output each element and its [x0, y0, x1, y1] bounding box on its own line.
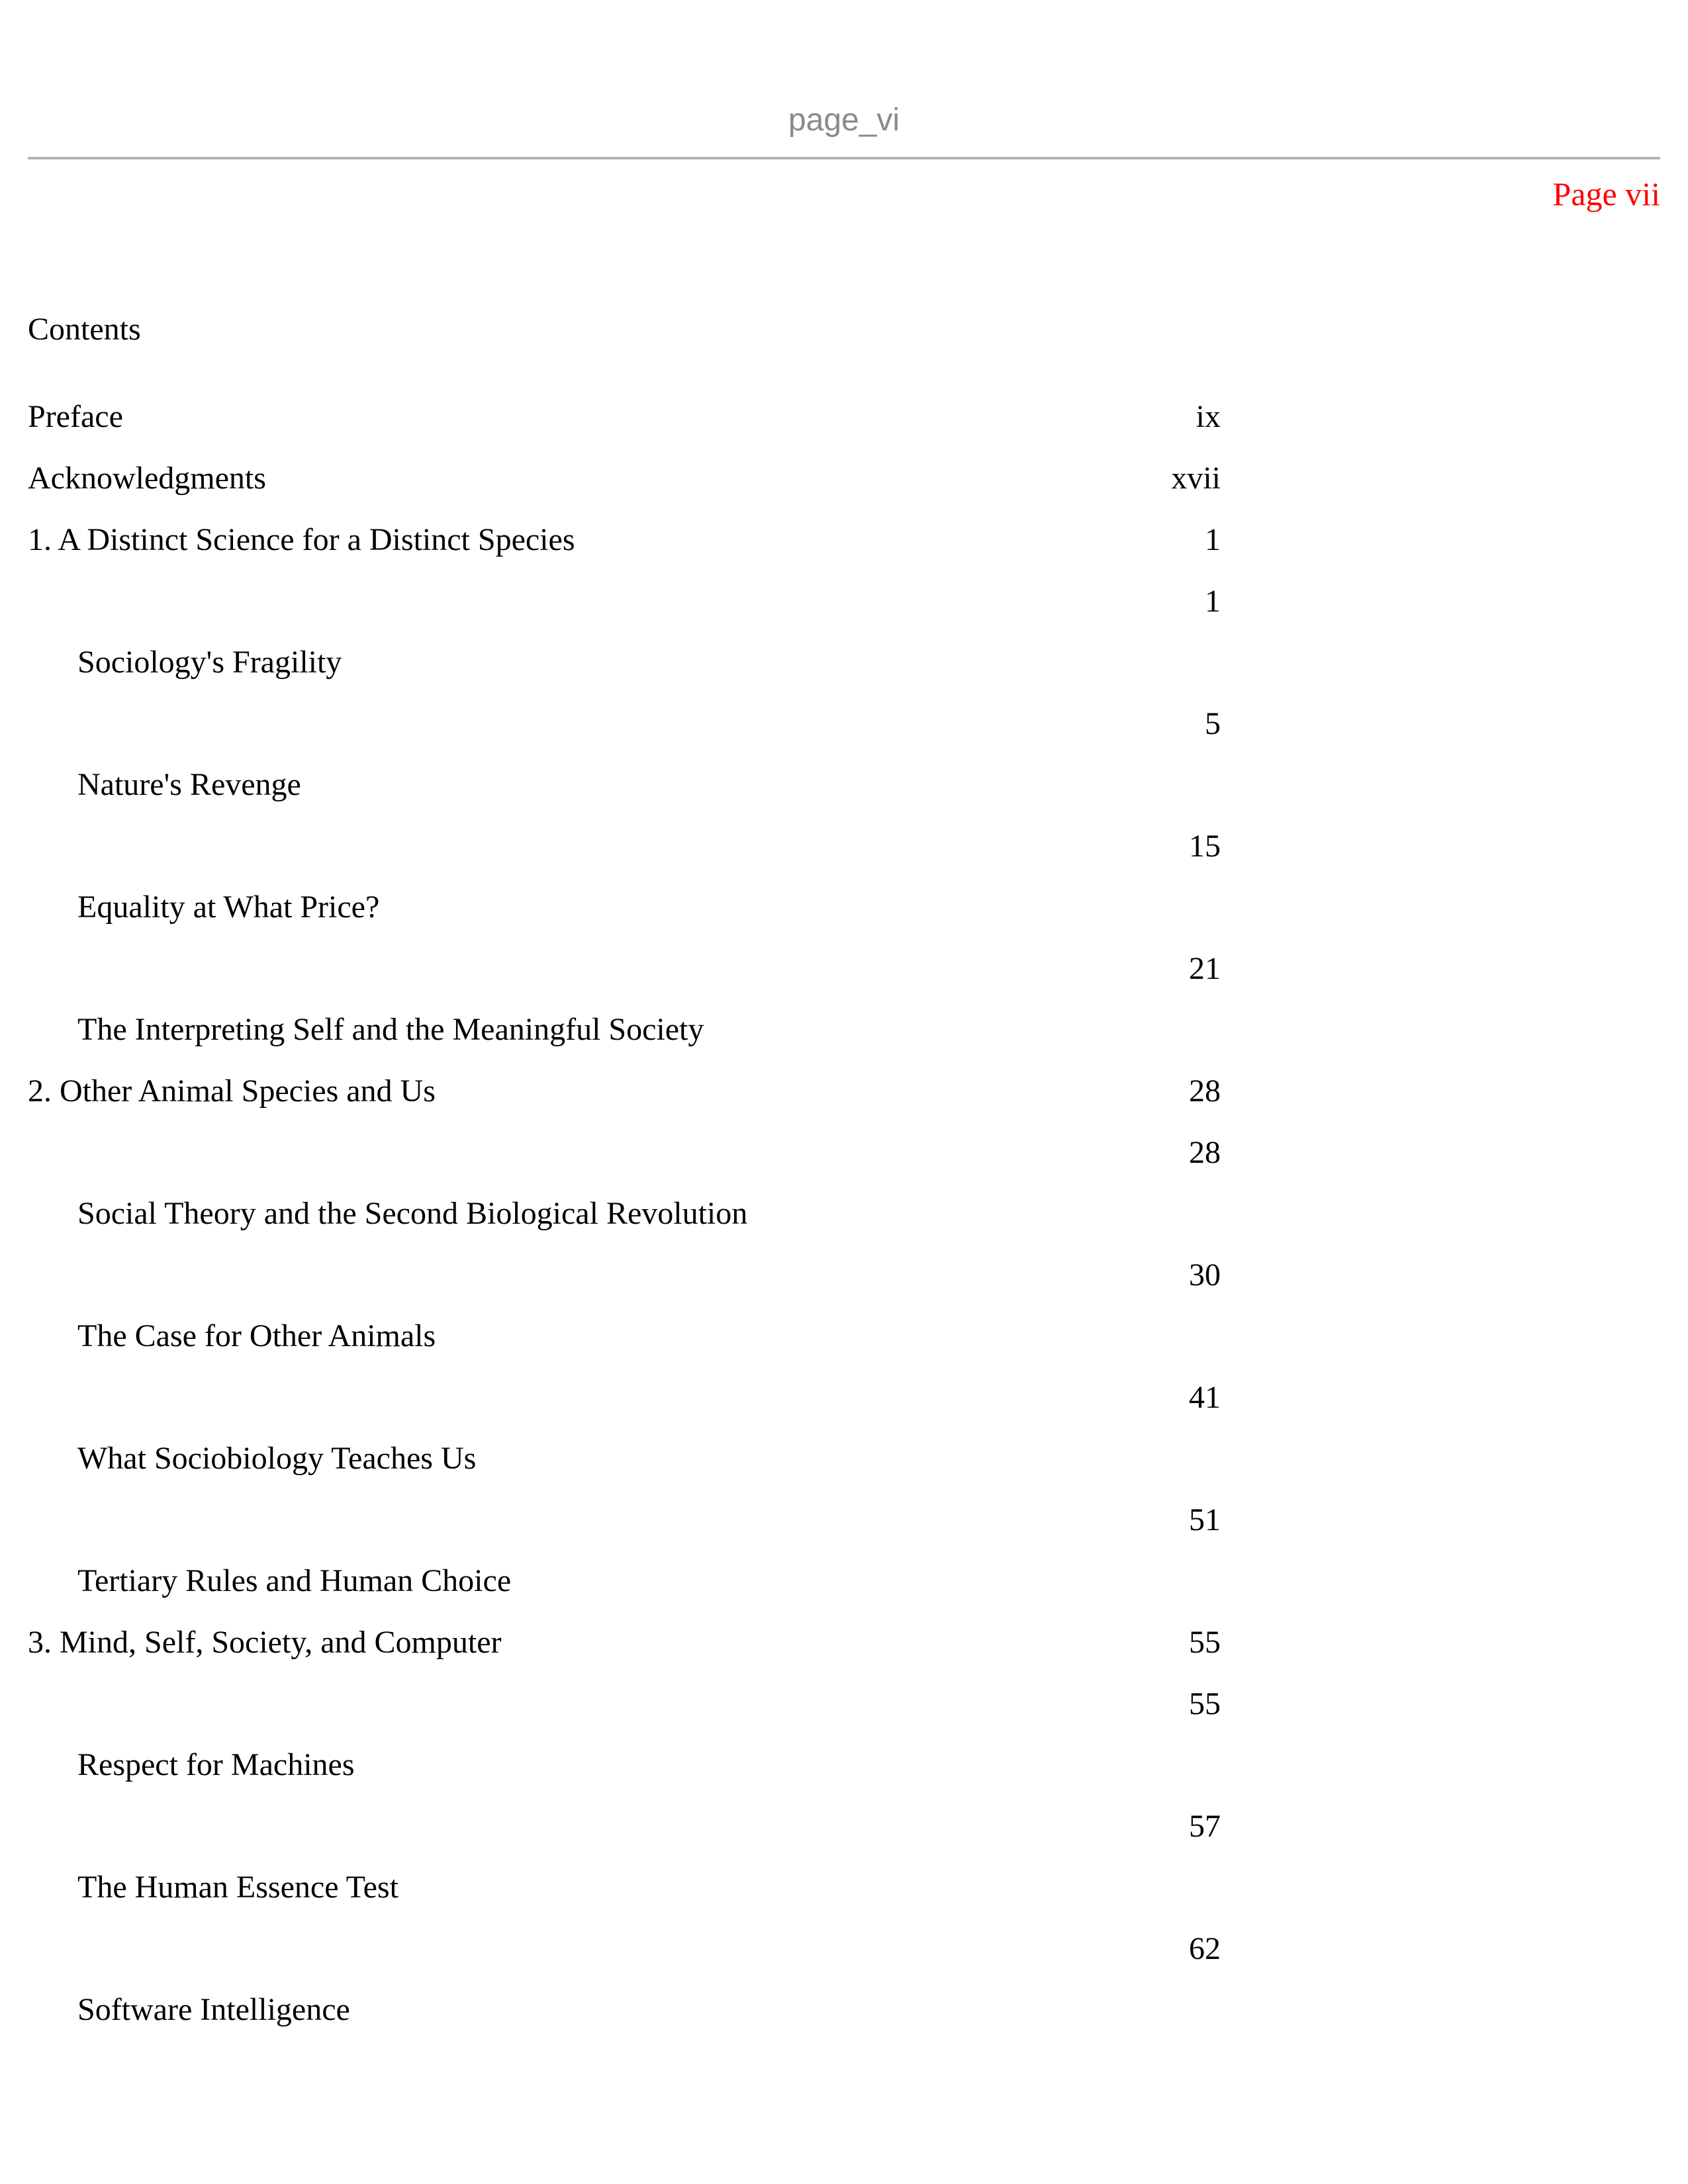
toc-entry-title: The Case for Other Animals: [77, 1318, 436, 1353]
toc-entry-title: Sociology's Fragility: [77, 645, 342, 680]
toc-entry-page: 15: [1189, 829, 1221, 864]
toc-entry-page: xvii: [1171, 461, 1221, 496]
toc-entry-page: 5: [1205, 706, 1221, 741]
toc-entry-page: 21: [1189, 951, 1221, 986]
toc-entry-page: 30: [1189, 1257, 1221, 1293]
toc-entry-page: 28: [1189, 1073, 1221, 1109]
toc-entry-page: 41: [1189, 1380, 1221, 1415]
contents-heading: Contents: [28, 312, 141, 347]
toc-entry-page: 1: [1205, 584, 1221, 619]
toc-entry-title: Respect for Machines: [77, 1747, 355, 1782]
toc-entry-page: 28: [1189, 1135, 1221, 1170]
page-marker: Page vii: [1552, 175, 1660, 212]
toc-entry-title: Social Theory and the Second Biological Revolution: [77, 1196, 748, 1231]
toc-entry-page: 1: [1205, 522, 1221, 557]
toc-entry-page: 55: [1189, 1625, 1221, 1660]
page-label: page_vi: [788, 103, 900, 138]
toc-entry-title: Tertiary Rules and Human Choice: [77, 1563, 512, 1598]
toc-entry-title: The Interpreting Self and the Meaningful Society: [77, 1012, 704, 1047]
toc-entry-page: 57: [1189, 1809, 1221, 1844]
toc-entry-title: Acknowledgments: [28, 461, 266, 496]
toc-entry-title: 2. Other Animal Species and Us: [28, 1073, 436, 1109]
toc-entry-page: ix: [1196, 399, 1221, 434]
toc-entry-title: Software Intelligence: [77, 1992, 350, 2027]
toc-entry-title: Equality at What Price?: [77, 889, 380, 925]
toc-entry-title: The Human Essence Test: [77, 1870, 399, 1905]
toc-entry-title: Preface: [28, 399, 123, 434]
toc-entry-page: 55: [1189, 1686, 1221, 1721]
toc-entry-page: 62: [1189, 1931, 1221, 1966]
toc-entry-title: Nature's Revenge: [77, 767, 301, 802]
toc-entry-page: 51: [1189, 1502, 1221, 1537]
toc-entry-title: What Sociobiology Teaches Us: [77, 1441, 477, 1476]
toc-entry-title: 1. A Distinct Science for a Distinct Species: [28, 522, 575, 557]
toc-entry-title: 3. Mind, Self, Society, and Computer: [28, 1625, 502, 1660]
